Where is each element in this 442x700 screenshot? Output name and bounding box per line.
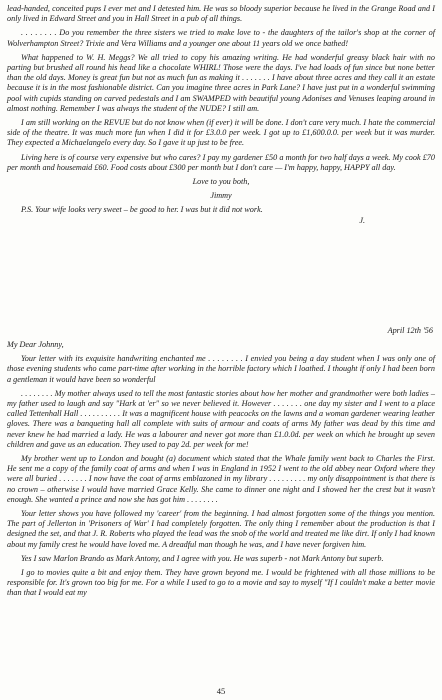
paragraph: What happened to W. H. Meggs? We all tried to copy his amazing writing. He had wonderful greasy black hair with no parting but brushed all round his head like a chocolate WHIRL! Those were the days. I've had loads of fun since but none better than the old days. Money is great fun but not as much fun as making it . . . . . . . I have about three acres and they call it an estate because it is in the most fashionable district. Can you imagine three acres in Park Lane? I have just put in a wonderful swimming pool with cupids standing on carved pedestals and I am SWAMPED with beautiful young Adonises and Venuses leaping around in almost nothing. Remember I was always the student of the NUDE? I still am. — [7, 52, 435, 113]
paragraph: Yes I saw Marlon Brando as Mark Antony, and I agree with you. He was superb - not Mark Antony but superb. — [21, 553, 384, 563]
closing: Love to you both, — [192, 177, 250, 187]
paragraph: . . . . . . . . My mother always used to tell the most fantastic stories about how her mother and grandmother were both ladies – my father used to laugh and say "Hark at 'er" so we never believed it. However . . . . . . . one day my sister and I went to a place called Tettenhall Hall . . . . . . . . . . It was a magnificent house with peacocks on the lawns and a woman gardener wearing leather gloves. There was a banqueting hall all complete with suits of armour and coats of arms My father was dead by this time and never knew he had married a lady. He was a labourer and never got more than £1.0.0d. per week on which he brought up seven children and gave us an education. They used to pay 2d. per week for me! — [7, 388, 435, 449]
page-number: 45 — [216, 686, 226, 696]
salutation: My Dear Johnny, — [7, 340, 64, 349]
paragraph: Your letter with its exquisite handwriting enchanted me . . . . . . . . I envied you being a day student when I was only one of those evening students who came part-time after working in the horrible factory which I loathed. I thought if only I had been born a gentleman it would have been so wonderful — [7, 354, 435, 384]
paragraph: I go to movies quite a bit and enjoy them. They have grown beyond me. I would be frightened with all those millions to be responsible for. It's grown too big for me. For a while I used to go to a movie and say to myself "If I couldn't make a better movie than that I would eat my — [7, 568, 435, 598]
letter-two — [7, 340, 435, 599]
paragraph: Your letter shows you have followed my 'career' from the beginning. I had almost forgotten some of the things you mention. The part of Jellerton in 'Prisoners of War' I had completely forgotten. The only thing I remember about the production is that I designed the set, and that J. R. Roberts who played the lead was the snob of the world and treated me like dirt. If only I had known about my family crest he would have loved me. A dreadful man though he was, and I have never forgiven him. — [7, 509, 435, 549]
postscript: P.S. Your wife looks very sweet – be good to her. I was but it did not work. — [21, 205, 263, 215]
paragraph: lead-handed, conceited pups I ever met and I detested him. He was so bloody superior because he lived in the Grange Road and I only lived in Edward Street and you in Hall Street in a pub of all things. — [7, 4, 435, 24]
initial: J. — [359, 215, 365, 225]
letter-one — [7, 4, 435, 226]
paragraph: I am still working on the REVUE but do not know when (if ever) it will be done. I don't care very much. I hate the commercial side of the theatre. It was much more fun when I did it for £3.0.0 per week. I got up to £1,600.0.0. per week but it was murder. They expected a Michaelangelo every day. So I gave it up just to be free. — [7, 118, 435, 148]
letter-date: April 12th '56 — [387, 326, 433, 335]
paragraph: . . . . . . . . Do you remember the three sisters we tried to make love to - the daughters of the tailor's shop at the corner of Wolverhampton Street? Trixie and Vera Williams and a younger one about 11 years old we once bathed! — [7, 28, 435, 48]
paragraph: My brother went up to London and bought (a) document which stated that the Whale family went back to Charles the First. He sent me a copy of the family coat of arms and when I was in England in 1952 I went to the old abbey near Oxford where they were all buried . . . . . . . I now have the coat of arms emblazoned in my library . . . . . . . . . my only disappointment is that there is no crown – otherwise I would have married Grace Kelly. She came to dinner one night and I showed her the crest but it wasn't enough. She wanted a prince and now she has got him . . . . . . . . — [7, 454, 435, 504]
signature: Jimmy — [210, 191, 232, 201]
paragraph: Living here is of course very expensive but who cares? I pay my gardener £50 a month for two half days a week. My cook £70 per month and housemaid £60. Food costs about £300 per month but I don't care — I'm happy, happy, HAPPY all day. — [7, 152, 435, 172]
